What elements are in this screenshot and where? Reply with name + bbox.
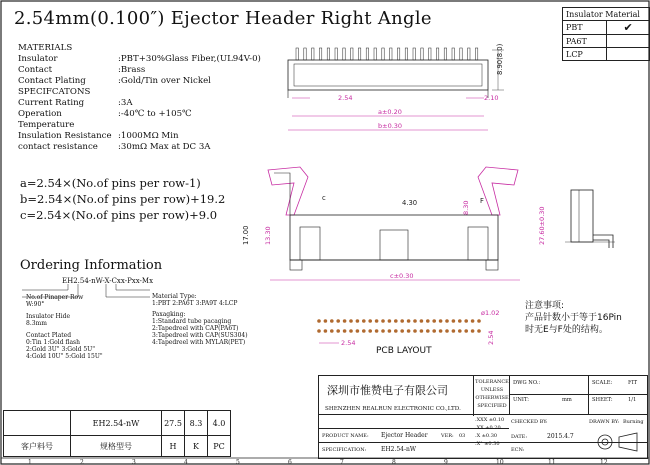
pcb-hole [477, 319, 481, 323]
note-line: 产品针数小于等于16Pin [525, 313, 622, 323]
pcb-hole [356, 329, 360, 333]
label-c: c [322, 194, 326, 202]
pcb-hole [336, 319, 340, 323]
spec-value: :PBT+30%Glass Fiber,(UL94V-0) [118, 54, 261, 64]
pcb-hole [445, 319, 449, 323]
note-line: 0:Tin 1:Gold flash [26, 339, 80, 346]
tol-value: .X° ±0.30 [475, 441, 500, 447]
pin-formulas [20, 175, 225, 223]
spec-label: contact resistance [18, 142, 98, 152]
side-view-drawing [555, 180, 640, 270]
tolerance-text: OTHERWISE [475, 395, 509, 401]
pcb-hole [432, 319, 436, 323]
border-number: 1 [28, 459, 32, 465]
pcb-hole [407, 329, 411, 333]
spec-value: :Brass [118, 65, 146, 75]
material-option-lcp: LCP [563, 48, 607, 61]
checked-label: CHECKED BY: [511, 419, 548, 425]
tolerance-text: UNLESS [480, 387, 504, 393]
company-name-cn: 深圳市惟赞电子有限公司 [327, 384, 448, 397]
pcb-hole [349, 329, 353, 333]
note-head: No.of Pinaper Row [26, 294, 84, 301]
insulator-material-header: Insulator Material [563, 8, 650, 21]
pin-top [358, 48, 360, 60]
pcb-hole [388, 329, 392, 333]
pcb-hole [362, 319, 366, 323]
spec-label: Insulator [18, 54, 58, 64]
pcb-layout-title: PCB LAYOUT [376, 346, 432, 356]
pcb-hole [349, 319, 353, 323]
note-line: W:90° [26, 301, 45, 308]
border-number: 5 [236, 459, 240, 465]
note-line: 注意事项: [525, 301, 565, 311]
pcb-pitch: 2.54 [341, 339, 356, 347]
formula-c: c=2.54×(No.of pins per row)+9.0 [20, 208, 218, 222]
pcb-hole [458, 329, 462, 333]
part-cell: EH2.54-nW [71, 411, 162, 436]
ver-label: VER: [441, 433, 454, 439]
part-table [3, 410, 231, 457]
pcb-hole [324, 329, 328, 333]
spec-value: :Gold/Tin over Nickel [118, 76, 211, 86]
ver-value: 03 [459, 433, 466, 439]
pin-top [421, 48, 423, 60]
pcb-hole [400, 319, 404, 323]
pin-top [343, 48, 345, 60]
spec-value: :1000MΩ Min [118, 131, 179, 141]
pin-top [460, 48, 462, 60]
pcb-hole [471, 319, 475, 323]
pcb-hole [452, 329, 456, 333]
pcb-hole [368, 319, 372, 323]
dim-17: 17.00 [242, 225, 250, 245]
pin-top [382, 48, 384, 60]
dim-8-30: 8.30 [462, 200, 470, 215]
pcb-hole [445, 329, 449, 333]
part-label: 规格型号 [71, 436, 162, 457]
spec-value: :-40℃ to +105℃ [118, 109, 192, 119]
border-number: 9 [444, 459, 448, 465]
scale-label: SCALE: [592, 380, 613, 386]
pcb-hole [477, 329, 481, 333]
pin-top [429, 48, 431, 60]
tolerance-box [473, 376, 510, 416]
drawn-label: DRAWN BY: [589, 419, 620, 425]
note-line: 时无E与F处的结构。 [525, 325, 608, 335]
dim-13: 13.30 [264, 226, 272, 245]
pin-top [304, 48, 306, 60]
formula-a: a=2.54×(No.of pins per row-1) [20, 176, 201, 190]
pcb-hole [471, 329, 475, 333]
spec-value: :30mΩ Max at DC 3A [118, 142, 211, 152]
pin-top [327, 48, 329, 60]
pin-top [351, 48, 353, 60]
tolerance-text: TOLERANCE [475, 379, 509, 385]
note-line: 3:Tapedreel with CAP(SUS304) [152, 332, 248, 339]
formula-b: b=2.54×(No.of pins per row)+19.2 [20, 192, 226, 206]
part-label: H [162, 436, 185, 457]
pcb-hole [439, 319, 443, 323]
pin-top [319, 48, 321, 60]
pcb-hole [432, 329, 436, 333]
pcb-hole [356, 319, 360, 323]
dim-c: c±0.30 [390, 272, 414, 280]
spec-label: SPECIFICATION: [322, 447, 367, 453]
border-number: 12 [600, 459, 608, 465]
pin-top [335, 48, 337, 60]
pin-top [436, 48, 438, 60]
pin-top [366, 48, 368, 60]
top-view-drawing [270, 40, 545, 145]
pcb-hole [381, 329, 385, 333]
unit-value: mm [562, 397, 572, 403]
part-cell: 4.0 [208, 411, 231, 436]
spec-label: Operation Temperature [18, 109, 75, 130]
dim-b: b±0.30 [378, 122, 403, 130]
pin-top [452, 48, 454, 60]
note-head: Paxagking: [152, 311, 186, 318]
title-block [318, 375, 648, 459]
pin-top [405, 48, 407, 60]
pin-top [312, 48, 314, 60]
border-number: 8 [392, 459, 396, 465]
spec-value: EH2.54-nW [381, 446, 417, 453]
pcb-hole [413, 329, 417, 333]
pcb-hole [464, 319, 468, 323]
part-cell: 8.3 [185, 411, 208, 436]
pcb-hole [362, 329, 366, 333]
dim-4-30: 4.30 [402, 199, 418, 207]
note-head: Contact Plated [26, 332, 72, 339]
materials-section [18, 43, 261, 153]
front-view-drawing [230, 155, 555, 295]
pcb-hole [420, 319, 424, 323]
pcb-hole [407, 319, 411, 323]
dwg-block [509, 376, 648, 414]
pcb-row: 2.54 [487, 330, 495, 345]
pin-top [413, 48, 415, 60]
pin-top [468, 48, 470, 60]
dim-a: a±0.20 [378, 108, 402, 116]
note-head: Insulator Hide [26, 313, 71, 320]
tolerance-values [475, 416, 504, 448]
pcb-hole [426, 319, 430, 323]
materials-heading: MATERIALS [18, 43, 73, 53]
pcb-hole [452, 319, 456, 323]
pcb-hole [400, 329, 404, 333]
part-label: 客户料号 [4, 436, 71, 457]
border-number: 11 [548, 459, 556, 465]
label-f: F [480, 197, 484, 205]
dwg-no-label: DWG NO.: [513, 380, 541, 386]
unit-label: UNIT: [513, 397, 529, 403]
product-label: PRODUCT NAME: [322, 433, 369, 439]
check-icon: ✔ [607, 21, 650, 35]
pcb-hole [336, 329, 340, 333]
tol-value: .X ±0.30 [475, 433, 498, 439]
note-line: 1:PBT 2:PA6T 3:PA9T 4:LCP [152, 300, 238, 307]
pcb-hole [464, 329, 468, 333]
material-option-pbt: PBT [563, 21, 607, 35]
spec-label: Current Rating [18, 98, 85, 108]
pcb-hole [458, 319, 462, 323]
tol-value: .XX ±0.20 [475, 425, 501, 431]
pcb-hole [324, 319, 328, 323]
pcb-hole [368, 329, 372, 333]
pcb-hole [330, 319, 334, 323]
product-value: Ejector Header [381, 432, 428, 439]
border-number: 10 [496, 459, 504, 465]
note-line: 2:Gold 3U" 3:Gold 5U" [26, 346, 95, 353]
spec-label: Contact Plating [18, 76, 86, 86]
part-code: EH2.54-nW-X-Cxx-Pxx-Mx [62, 277, 154, 285]
pin-top [397, 48, 399, 60]
company-name-en: SHENZHEN REALRUN ELECTRONIC CO.,LTD. [325, 406, 461, 412]
part-label: PC [208, 436, 231, 457]
page-title: 2.54mm(0.100″) Ejector Header Right Angle [14, 8, 432, 29]
pcb-hole [375, 329, 379, 333]
projection-icon [589, 428, 645, 456]
pcb-hole [426, 329, 430, 333]
note-line: 4:Gold 10U" 5:Gold 15U" [26, 353, 103, 360]
dim-27: 27.60±0.30 [538, 206, 546, 245]
note-line: 8.3mm [26, 320, 47, 327]
border-number: 4 [184, 459, 188, 465]
border-number: 7 [340, 459, 344, 465]
pcb-hole [388, 319, 392, 323]
note-line: 2:Tapedreel with CAP(PA6T) [152, 325, 239, 332]
specifications-heading: SPECIFCATONS [18, 87, 91, 97]
spec-value: :3A [118, 98, 133, 108]
pcb-hole [394, 319, 398, 323]
border-number: 6 [288, 459, 292, 465]
border-number: 3 [132, 459, 136, 465]
material-option-pa6t: PA6T [563, 35, 607, 48]
pcb-hole [439, 329, 443, 333]
chinese-note [525, 300, 622, 336]
pin-top [390, 48, 392, 60]
ecn-label: ECN: [511, 447, 525, 453]
pin-top [444, 48, 446, 60]
pin-top [296, 48, 298, 60]
part-cell: 27.5 [162, 411, 185, 436]
sheet-label: SHEET: [592, 397, 613, 403]
scale-value: FIT [628, 380, 638, 386]
pcb-hole [375, 319, 379, 323]
pin-top [374, 48, 376, 60]
note-line: 1:Standard tube pacaging [152, 318, 232, 325]
drawn-value: Burning [623, 419, 644, 425]
pin-top [475, 48, 477, 60]
tol-value: .XXX ±0.10 [475, 417, 505, 423]
pcb-hole [394, 329, 398, 333]
pcb-hole [420, 329, 424, 333]
pcb-hole [330, 329, 334, 333]
spec-label: Contact [18, 65, 53, 75]
pcb-hole: ø1.02 [481, 309, 500, 317]
border-number: 2 [80, 459, 84, 465]
tolerance-text: SPECIFIED [477, 403, 507, 409]
dim-end: 2.10 [484, 94, 499, 102]
sheet-value: 1/1 [628, 397, 637, 403]
note-head: Material Type: [152, 293, 197, 300]
date-value: 2015.4.7 [547, 433, 574, 440]
pcb-hole [413, 319, 417, 323]
ordering-right-notes [152, 293, 248, 346]
date-label: DATE: [511, 434, 528, 440]
pcb-hole [317, 319, 321, 323]
spec-label: Insulation Resistance [18, 131, 112, 141]
insulator-material-table [562, 7, 650, 61]
note-line: 4:Tapedreel with MYLAR(PET) [152, 339, 246, 346]
dim-pitch: 2.54 [338, 94, 353, 102]
ordering-left-notes [26, 294, 103, 360]
dim-height: 8.90(8.0) [496, 43, 504, 75]
pcb-hole [343, 329, 347, 333]
part-label: K [185, 436, 208, 457]
ordering-title: Ordering Information [20, 258, 163, 273]
pcb-hole [381, 319, 385, 323]
pcb-hole [343, 319, 347, 323]
pcb-hole [317, 329, 321, 333]
